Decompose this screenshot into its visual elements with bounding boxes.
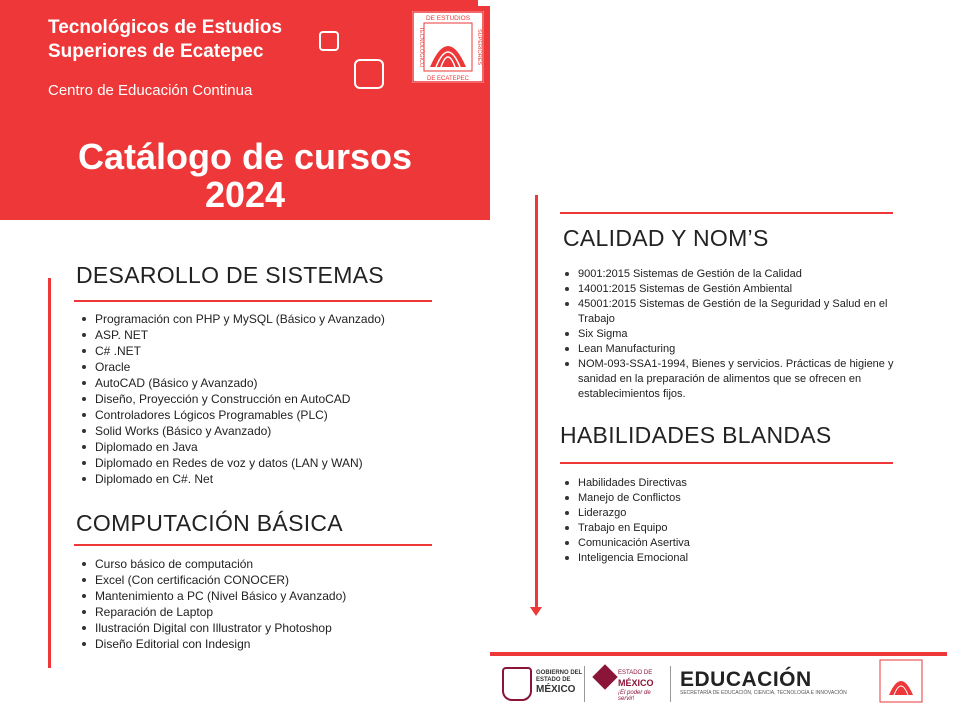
list-item: Habilidades Directivas <box>578 476 918 491</box>
edomex-line-2: MÉXICO <box>618 678 654 688</box>
list-item: Diseño, Proyección y Construcción en AutoCAD <box>95 391 455 407</box>
section-title-computacion: COMPUTACIÓN BÁSICA <box>76 510 343 536</box>
list-item: NOM-093-SSA1-1994, Bienes y servicios. Prácticas de higiene y sanidad en la preparación de alimentos que se ofrecen en establecimientos fijos. <box>578 357 918 402</box>
list-item: Six Sigma <box>578 327 918 342</box>
institution-name <box>48 16 282 64</box>
list-habilidades <box>560 476 918 566</box>
catalog-title-line-1: Catálogo de cursos <box>77 136 413 177</box>
list-item: Controladores Lógicos Programables (PLC) <box>95 407 455 423</box>
section-underline <box>560 462 893 464</box>
state-shield-icon <box>502 667 532 701</box>
section-underline <box>74 300 432 302</box>
list-item: Excel (Con certificación CONOCER) <box>95 572 455 588</box>
left-accent-line <box>48 278 51 668</box>
list-item: Diseño Editorial con Indesign <box>95 636 455 652</box>
logo-text-right: SUPERIORES <box>476 28 482 66</box>
section-title-desarrollo: DESAROLLO DE SISTEMAS <box>76 262 384 288</box>
footer-accent-line <box>490 652 947 656</box>
gob-line-2: ESTADO DE <box>536 677 571 683</box>
right-accent-line <box>535 195 538 610</box>
list-item: Curso básico de computación <box>95 556 455 572</box>
footer-separator <box>670 666 671 702</box>
gobierno-edomex-label <box>536 670 582 695</box>
list-item: Ilustración Digital con Illustrator y Photoshop <box>95 620 455 636</box>
list-item: C# .NET <box>95 343 455 359</box>
list-computacion <box>77 556 455 652</box>
tese-logo-graphic <box>412 11 484 83</box>
list-item: Mantenimiento a PC (Nivel Básico y Avanzado) <box>95 588 455 604</box>
gob-line-1: GOBIERNO DEL <box>536 670 583 676</box>
list-item: Trabajo en Equipo <box>578 521 918 536</box>
institution-line-2: Superiores de Ecatepec <box>48 41 264 62</box>
list-item: Inteligencia Emocional <box>578 551 918 566</box>
list-item: ASP. NET <box>95 327 455 343</box>
tese-logo-small-graphic <box>879 659 923 703</box>
list-item: Lean Manufacturing <box>578 342 918 357</box>
educacion-label: EDUCACIÓN <box>680 668 812 691</box>
header-notch <box>478 0 490 6</box>
list-item: Reparación de Laptop <box>95 604 455 620</box>
estado-de-mexico-brand <box>596 668 666 700</box>
list-item: Manejo de Conflictos <box>578 491 918 506</box>
section-underline <box>74 544 432 546</box>
gob-line-3: MÉXICO <box>536 684 576 695</box>
logo-text-bottom: DE ECATEPEC <box>427 76 469 82</box>
logo-text-top: DE ESTUDIOS <box>425 15 471 22</box>
footer-separator <box>584 666 585 702</box>
catalog-title-line-2: 2024 <box>204 174 286 215</box>
list-item: 14001:2015 Sistemas de Gestión Ambiental <box>578 282 918 297</box>
list-item: Solid Works (Básico y Avanzado) <box>95 423 455 439</box>
section-title-habilidades: HABILIDADES BLANDAS <box>560 422 832 448</box>
tese-logo <box>412 11 484 83</box>
logo-text-left: TECNOLÓGICO <box>418 26 424 68</box>
list-item: Comunicación Asertiva <box>578 536 918 551</box>
institution-line-1: Tecnológicos de Estudios <box>48 17 283 38</box>
edomex-slogan: ¡El poder de servir! <box>618 690 651 702</box>
decorative-square-icon <box>319 31 339 51</box>
list-desarrollo <box>77 311 455 487</box>
educacion-subtitle: SECRETARÍA DE EDUCACIÓN, CIENCIA, TECNOLOGÍA E INNOVACIÓN <box>680 690 847 696</box>
list-item: 45001:2015 Sistemas de Gestión de la Seguridad y Salud en el Trabajo <box>578 297 918 327</box>
list-item: AutoCAD (Básico y Avanzado) <box>95 375 455 391</box>
list-item: Oracle <box>95 359 455 375</box>
list-item: Programación con PHP y MySQL (Básico y Avanzado) <box>95 311 455 327</box>
arrow-down-icon <box>530 607 542 616</box>
list-item: Liderazgo <box>578 506 918 521</box>
list-item: Diplomado en Redes de voz y datos (LAN y WAN) <box>95 455 455 471</box>
tese-logo-small <box>879 659 923 703</box>
center-name: Centro de Educación Continua <box>48 82 253 99</box>
decorative-square-icon <box>354 59 384 89</box>
catalog-title <box>0 138 490 214</box>
section-title-calidad: CALIDAD Y NOM’S <box>563 225 769 251</box>
section-overline <box>560 212 893 214</box>
list-calidad <box>560 267 918 402</box>
edomex-mark-icon <box>592 664 617 689</box>
list-item: Diplomado en C#. Net <box>95 471 455 487</box>
list-item: 9001:2015 Sistemas de Gestión de la Calidad <box>578 267 918 282</box>
list-item: Diplomado en Java <box>95 439 455 455</box>
edomex-line-1: ESTADO DE <box>618 670 653 676</box>
